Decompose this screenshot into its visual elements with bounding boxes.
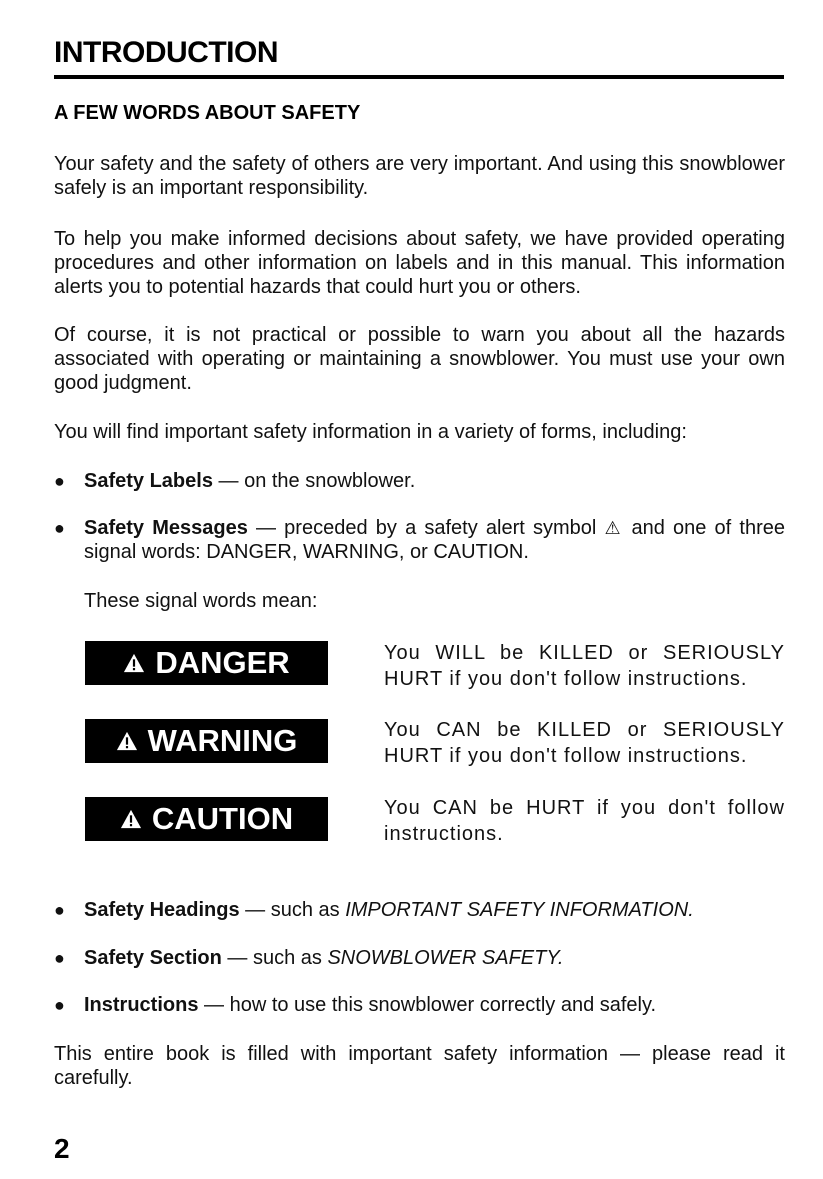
bullet-dot-icon: ● bbox=[54, 471, 65, 491]
bullet-description: — such as bbox=[239, 899, 346, 921]
page-number: 2 bbox=[54, 1133, 70, 1164]
bullet-text bbox=[84, 469, 785, 493]
bullet-label: Safety Section bbox=[84, 947, 222, 969]
bullet-text bbox=[84, 946, 785, 970]
bullet-label: Instructions bbox=[84, 994, 199, 1016]
danger-meaning: You WILL be KILLED or SERIOUSLY HURT if you don't follow instructions. bbox=[384, 642, 785, 690]
warning-signal-box bbox=[85, 719, 328, 763]
safety-alert-triangle-icon bbox=[120, 808, 142, 830]
caution-signal-word: CAUTION bbox=[151, 801, 294, 836]
paragraph-intro: Your safety and the safety of others are very important. And using this snowblower safely is an important responsibility. bbox=[54, 153, 785, 199]
bullet-text bbox=[84, 516, 785, 564]
bullet-text bbox=[84, 993, 785, 1017]
bullet-dot-icon: ● bbox=[54, 995, 65, 1015]
safety-alert-triangle-icon bbox=[123, 652, 145, 674]
title-rule bbox=[54, 75, 784, 79]
bullet-example: SNOWBLOWER SAFETY. bbox=[327, 947, 564, 969]
bullet-label: Safety Messages bbox=[84, 517, 248, 539]
bullet-text bbox=[84, 898, 785, 922]
bullet-dot-icon: ● bbox=[54, 900, 65, 920]
bullet-description: — on the snowblower. bbox=[212, 470, 416, 492]
paragraph-judgment: Of course, it is not practical or possible to warn you about all the hazards associated with operating or maintaining a snowblower. You must use your own good judgment. bbox=[54, 324, 785, 394]
paragraph-decisions: To help you make informed decisions about safety, we have provided operating procedures and other information on labels and in this manual. This information alerts you to potential hazards that could hurt you or others. bbox=[54, 228, 785, 298]
signal-intro: These signal words mean: bbox=[84, 590, 318, 612]
bullet-label: Safety Headings bbox=[84, 899, 240, 921]
page-title: INTRODUCTION bbox=[54, 36, 278, 69]
bullet-description-cont: and one of three signal words: DANGER, WARNING, or CAUTION. bbox=[84, 517, 785, 563]
bullet-label: Safety Labels bbox=[84, 470, 213, 492]
safety-alert-triangle-icon bbox=[116, 730, 138, 752]
bullet-description: — preceded by a safety alert symbol bbox=[247, 517, 605, 539]
caution-signal-box bbox=[85, 797, 328, 841]
bullet-example: IMPORTANT SAFETY INFORMATION. bbox=[345, 899, 694, 921]
warning-meaning: You CAN be KILLED or SERIOUSLY HURT if you don't follow instructions. bbox=[384, 719, 785, 767]
warning-signal-word: WARNING bbox=[147, 723, 298, 758]
danger-signal-box bbox=[85, 641, 328, 685]
section-heading: A FEW WORDS ABOUT SAFETY bbox=[54, 102, 361, 124]
bullet-description: — how to use this snowblower correctly and safely. bbox=[198, 994, 657, 1016]
closing-paragraph: This entire book is filled with important safety information — please read it carefully. bbox=[54, 1043, 785, 1089]
paragraph-forms: You will find important safety information in a variety of forms, including: bbox=[54, 421, 687, 443]
bullet-dot-icon: ● bbox=[54, 948, 65, 968]
danger-signal-word: DANGER bbox=[155, 645, 290, 680]
safety-alert-triangle-icon: ⚠ bbox=[604, 518, 624, 538]
bullet-dot-icon: ● bbox=[54, 518, 65, 538]
caution-meaning: You CAN be HURT if you don't follow instructions. bbox=[384, 797, 785, 845]
bullet-description: — such as bbox=[221, 947, 328, 969]
